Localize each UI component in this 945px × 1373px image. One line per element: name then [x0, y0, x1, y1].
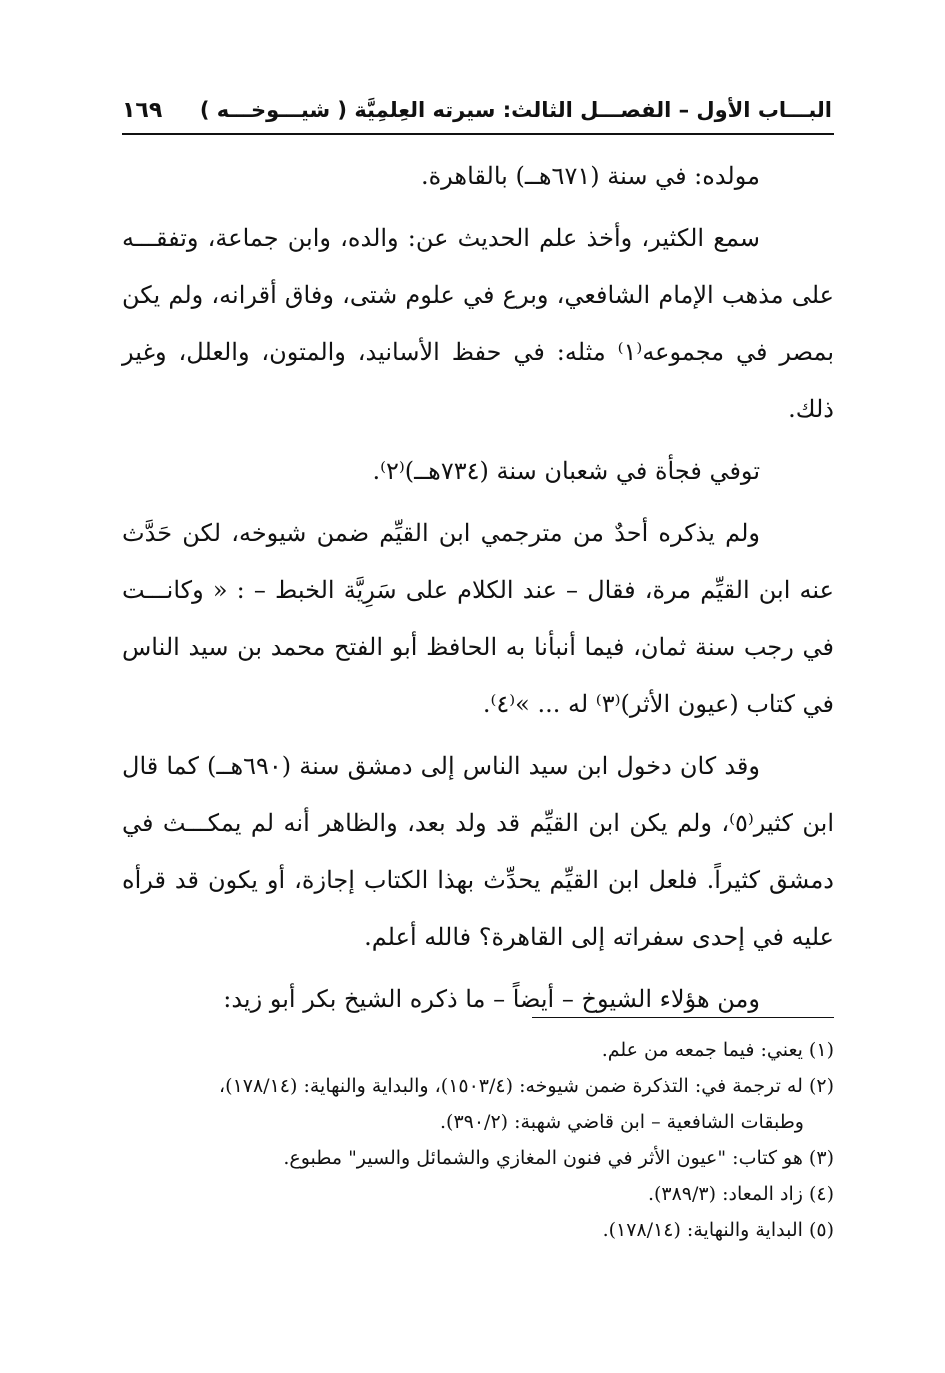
footnote-3: (٣) هو كتاب: "عيون الأثر في فنون المغازي والشمائل والسير" مطبوع.	[283, 1147, 834, 1169]
page-number: ١٦٩	[122, 97, 163, 123]
footnote-2: (٢) له ترجمة في: التذكرة ضمن شيوخه: (١٥٠٣/٤)، والبداية والنهاية: (١٧٨/١٤)،	[219, 1075, 834, 1097]
paragraph-narration: ولم يذكره أحدٌ من مترجمي ابن القيِّم ضمن شيوخه، لكن حَدَّث عنه ابن القيِّم مرة، فقال – عند الكلام على سَرِيَّة الخبط – : « وكانـــت في رجب سنة ثمان، فيما أنبأنا به الحافظ أبو الفتح محمد بن سيد الناس في كتاب (عيون الأثر)⁽٣⁾ له ... »⁽٤⁾.	[122, 519, 834, 718]
paragraph-other-sheikhs: ومن هؤلاء الشيوخ – أيضاً – ما ذكره الشيخ بكر أبو زيد:	[223, 985, 760, 1013]
footnotes	[122, 1032, 834, 1248]
header-rule	[122, 133, 834, 135]
footnote-divider	[532, 1017, 834, 1018]
main-text	[122, 148, 834, 1033]
paragraph-damascus: وقد كان دخول ابن سيد الناس إلى دمشق سنة (٦٩٠هــ) كما قال ابن كثير⁽٥⁾، ولم يكن ابن القيِّم قد ولد بعد، والظاهر أنه لم يمكـــث في دمشق كثيراً. فلعل ابن القيِّم يحدِّث بهذا الكتاب إجازة، أو يكون قد قرأه عليه في إحدى سفراته إلى القاهرة؟ فالله أعلم.	[122, 752, 834, 951]
paragraph-birth: مولده: في سنة (٦٧١هــ) بالقاهرة.	[420, 162, 760, 190]
running-header	[122, 88, 832, 132]
footnote-1: (١) يعني: فيما جمعه من علم.	[601, 1039, 834, 1061]
footnote-5: (٥) البداية والنهاية: (١٧٨/١٤).	[602, 1219, 834, 1241]
footnote-4: (٤) زاد المعاد: (٣٨٩/٣).	[647, 1183, 834, 1205]
header-title: البـــاب الأول – الفصـــل الثالث: سيرته العِلمِيَّة ( شيـــوخـــه )	[199, 98, 832, 122]
paragraph-studies: سمع الكثير، وأخذ علم الحديث عن: والده، وابن جماعة، وتفقـــه على مذهب الإمام الشافعي، وبرع في علوم شتى، وفاق أقرانه، ولم يكن بمصر في مجموعه⁽١⁾ مثله: في حفظ الأسانيد، والمتون، والعلل، وغير ذلك.	[122, 224, 834, 423]
paragraph-death: توفي فجأة في شعبان سنة (٧٣٤هــ)⁽٢⁾.	[372, 457, 760, 485]
footnote-2-continuation: وطبقات الشافعية – ابن قاضي شهبة: (٣٩٠/٢).	[439, 1111, 804, 1133]
